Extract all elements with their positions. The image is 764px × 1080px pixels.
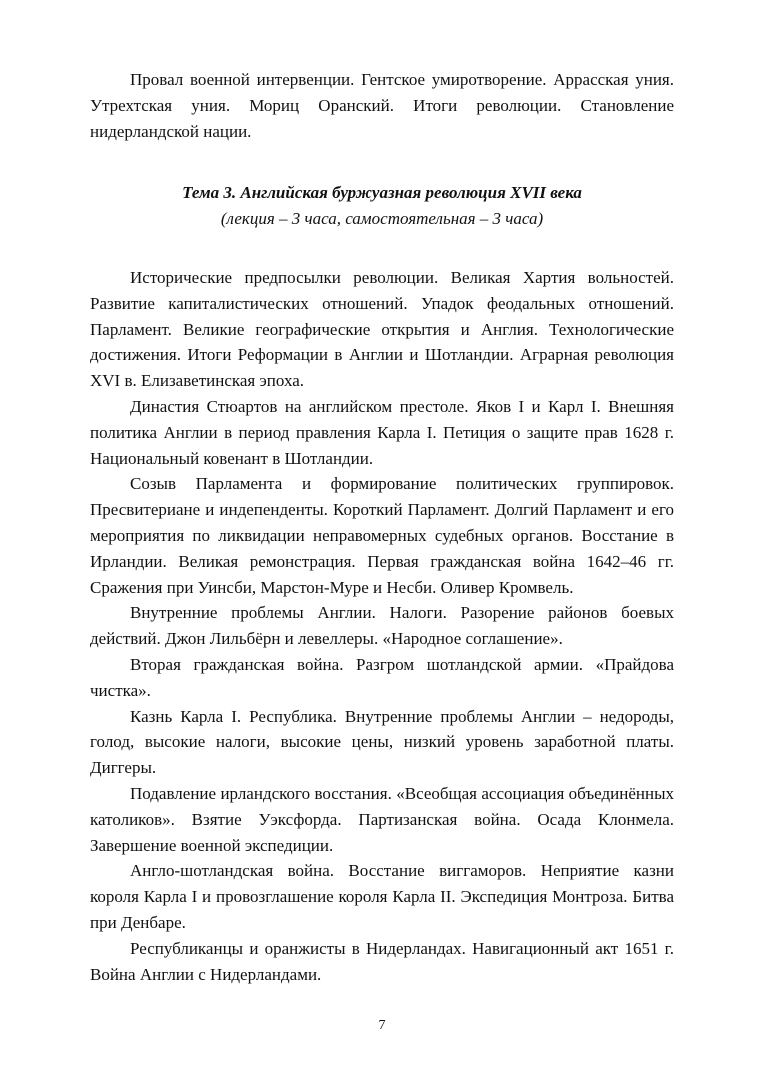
paragraph-anglo-scottish-war: Англо-шотландская война. Восстание виггаморов. Неприятие казни короля Карла I и провозглашение короля Карла II. Экспедиция Монтроза. Битва при Денбаре. — [90, 861, 674, 932]
paragraph-netherlands-war: Республиканцы и оранжисты в Нидерландах. Навигационный акт 1651 г. Война Англии с Нидерландами. — [90, 938, 674, 984]
paragraph-second-civil-war: Вторая гражданская война. Разгром шотландской армии. «Прайдова чистка». — [90, 654, 674, 700]
topic-subtitle: (лекция – 3 часа, самостоятельная – 3 часа) — [220, 209, 544, 229]
intro-paragraph: Провал военной интервенции. Гентское умиротворение. Аррасская уния. Утрехтская уния. Мориц Оранский. Итоги революции. Становление нидерландской нации. — [90, 70, 674, 141]
page-number: 7 — [378, 1018, 386, 1033]
paragraph-prerequisites: Исторические предпосылки революции. Великая Хартия вольностей. Развитие капиталистических отношений. Упадок феодальных отношений. Парламент. Великие географические открытия и Англия. Технологические достижения. Итоги Реформации в Англии и Шотландии. Аграрная революция XVI в. Елизаветинская эпоха. — [90, 267, 674, 391]
paragraph-irish-uprising: Подавление ирландского восстания. «Всеобщая ассоциация объединённых католиков». Взятие Уэксфорда. Партизанская война. Осада Клонмела. Завершение военной экспедиции. — [90, 783, 674, 855]
paragraph-execution-republic: Казнь Карла I. Республика. Внутренние проблемы Англии – недороды, голод, высокие налоги, высокие цены, низкий уровень заработной платы. Диггеры. — [90, 706, 674, 778]
topic-title: Тема 3. Английская буржуазная революция XVII века — [182, 183, 582, 203]
paragraph-parliament: Созыв Парламента и формирование политических группировок. Пресвитериане и индепенденты. Короткий Парламент. Долгий Парламент и его мероприятия по ликвидации неправомерных судебных органов. Восстание в Ирландии. Великая ремонстрация. Первая гражданская война 1642–46 гг. Сражения при Уинсби, Марстон-Муре и Несби. Оливер Кромвель. — [90, 474, 674, 597]
paragraph-internal-problems: Внутренние проблемы Англии. Налоги. Разорение районов боевых действий. Джон Лильбёрн и левеллеры. «Народное соглашение». — [90, 603, 674, 649]
document-page — [90, 67, 674, 987]
paragraph-stuart-dynasty: Династия Стюартов на английском престоле. Яков I и Карл I. Внешняя политика Англии в период правления Карла I. Петиция о защите прав 1628 г. Национальный ковенант в Шотландии. — [90, 396, 674, 468]
